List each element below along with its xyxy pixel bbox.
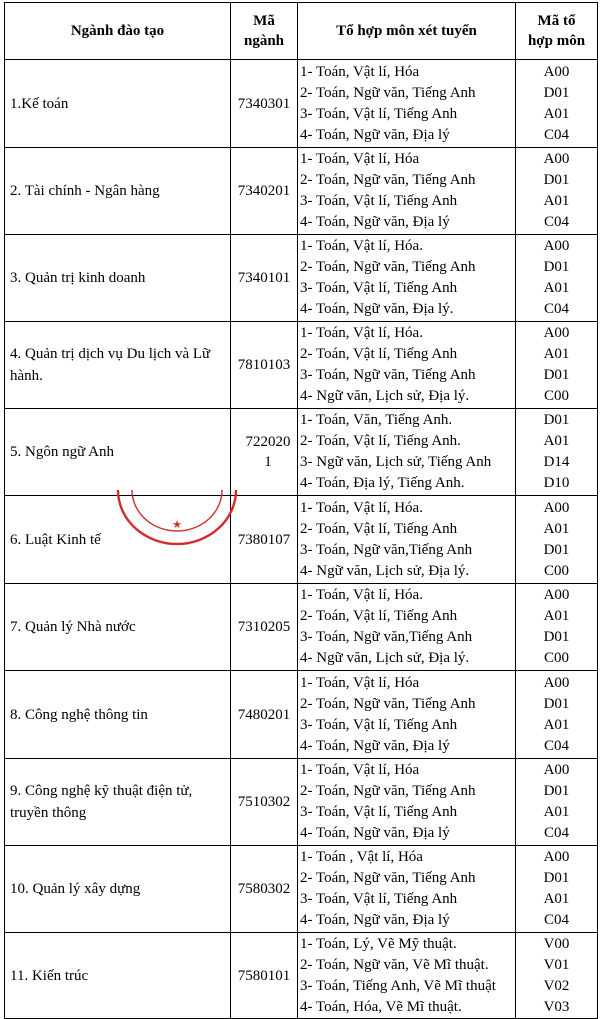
combo-code-item: V00 xyxy=(543,935,570,952)
combo-code-item: C00 xyxy=(543,388,569,404)
combination-item: 3- Toán, Vật lí, Tiếng Anh xyxy=(300,105,458,122)
combo-code-item: D10 xyxy=(543,475,570,491)
combo-code-item: D01 xyxy=(543,367,570,383)
combination-item: 2- Toán, Ngữ văn, Tiếng Anh xyxy=(300,259,476,275)
major-code-cell: 7310205 xyxy=(231,584,298,671)
combo-code-item: V02 xyxy=(543,977,570,994)
combination-item: 3- Toán, Ngữ văn,Tiếng Anh xyxy=(300,629,473,645)
combo-code-item: A00 xyxy=(543,762,570,778)
combination-item: 1- Toán, Vật lí, Hóa xyxy=(300,63,420,80)
combination-item: 2- Toán, Ngữ văn, Vẽ Mĩ thuật. xyxy=(300,956,489,973)
combination-item: 4- Toán, Ngữ văn, Địa lý. xyxy=(300,301,454,317)
combination-item: 1- Toán , Vật lí, Hóa xyxy=(300,849,423,865)
combination-cell xyxy=(298,60,516,148)
combo-code-item: C00 xyxy=(543,650,569,666)
admissions-table xyxy=(4,2,598,1019)
header-combo-code-line1: Mã tổ xyxy=(537,13,576,29)
combo-code-item: C04 xyxy=(543,737,569,754)
major-code-cell: 7220201 xyxy=(231,409,298,496)
combo-code-item: A01 xyxy=(543,520,570,537)
combo-code-item: D14 xyxy=(543,454,570,470)
major-name-cell: 3. Quản trị kinh doanh xyxy=(5,235,231,322)
combination-item: 4- Toán, Ngữ văn, Địa lý xyxy=(300,214,450,230)
combo-code-item: D01 xyxy=(543,541,570,558)
combination-item: 3- Toán, Vật lí, Tiếng Anh xyxy=(300,716,458,733)
combo-code-item: C04 xyxy=(543,126,569,143)
header-major-code xyxy=(231,3,298,60)
major-code-cell: 7380107 xyxy=(231,496,298,584)
combo-code-item: D01 xyxy=(543,629,570,645)
combo-code-cell xyxy=(516,409,598,496)
combination-cell xyxy=(298,409,516,496)
combination-item: 4- Ngữ văn, Lịch sử, Địa lý. xyxy=(300,650,470,666)
header-combo-code-line2: hợp môn xyxy=(527,33,586,49)
combination-item: 1- Toán, Vật lí, Hóa. xyxy=(300,587,423,603)
combination-item: 1- Toán, Lý, Vẽ Mỹ thuật. xyxy=(300,935,457,952)
combo-code-item: C04 xyxy=(543,301,569,317)
combination-item: 2- Toán, Ngữ văn, Tiếng Anh xyxy=(300,172,476,188)
combo-code-item: A01 xyxy=(543,193,570,209)
major-code-cell: 7810103 xyxy=(231,322,298,409)
major-code-cell: 7510302 xyxy=(231,759,298,846)
combination-item: 3- Toán, Tiếng Anh, Vẽ Mĩ thuật xyxy=(300,977,496,994)
combination-cell xyxy=(298,671,516,759)
major-name-cell: 9. Công nghệ kỹ thuật điện tử, truyền thông xyxy=(5,759,231,846)
table-row xyxy=(5,60,598,148)
combo-code-cell xyxy=(516,671,598,759)
combination-item: 2- Toán, Ngữ văn, Tiếng Anh xyxy=(300,870,476,886)
major-code-cell: 7340201 xyxy=(231,148,298,235)
combo-code-cell xyxy=(516,846,598,933)
combo-code-item: D01 xyxy=(543,695,570,712)
combo-code-item: A01 xyxy=(543,608,570,624)
major-code-cell: 7480201 xyxy=(231,671,298,759)
header-major: Ngành đào tạo xyxy=(5,3,231,60)
combination-item: 1- Toán, Văn, Tiếng Anh. xyxy=(300,412,453,428)
table-row xyxy=(5,496,598,584)
header-combination: Tổ hợp môn xét tuyển xyxy=(298,3,516,60)
combo-code-item: C04 xyxy=(543,825,569,841)
combination-item: 2- Toán, Ngữ văn, Tiếng Anh xyxy=(300,84,476,101)
combination-item: 4- Toán, Địa lý, Tiếng Anh. xyxy=(300,475,465,491)
major-name-cell: 11. Kiến trúc xyxy=(5,933,231,1019)
combination-item: 3- Toán, Vật lí, Tiếng Anh xyxy=(300,193,458,209)
combo-code-item: C04 xyxy=(543,912,569,928)
major-name-cell: 6. Luật Kinh tế xyxy=(5,496,231,584)
table-row xyxy=(5,148,598,235)
combination-item: 2- Toán, Vật lí, Tiếng Anh xyxy=(300,346,458,362)
combination-item: 4- Toán, Ngữ văn, Địa lý xyxy=(300,737,450,754)
combination-item: 3- Toán, Vật lí, Tiếng Anh xyxy=(300,804,458,820)
combo-code-cell xyxy=(516,148,598,235)
combination-item: 2- Toán, Ngữ văn, Tiếng Anh xyxy=(300,695,476,712)
table-row xyxy=(5,671,598,759)
combo-code-item: V03 xyxy=(543,998,570,1015)
major-name-cell: 7. Quản lý Nhà nước xyxy=(5,584,231,671)
combination-cell xyxy=(298,235,516,322)
major-code-cell: 7580101 xyxy=(231,933,298,1019)
combo-code-item: A01 xyxy=(543,891,570,907)
table-row xyxy=(5,235,598,322)
combo-code-item: A01 xyxy=(543,280,570,296)
header-major-code-line2: ngành xyxy=(243,33,285,49)
major-name-cell: 8. Công nghệ thông tin xyxy=(5,671,231,759)
combo-code-cell xyxy=(516,584,598,671)
combination-item: 1- Toán, Vật lí, Hóa xyxy=(300,762,420,778)
combination-item: 1- Toán, Vật lí, Hóa. xyxy=(300,238,423,254)
combination-item: 1- Toán, Vật lí, Hóa xyxy=(300,151,420,167)
major-name-cell: 10. Quản lý xây dựng xyxy=(5,846,231,933)
combination-cell xyxy=(298,846,516,933)
combo-code-item: A01 xyxy=(543,346,570,362)
combo-code-item: A00 xyxy=(543,238,570,254)
combination-item: 2- Toán, Vật lí, Tiếng Anh xyxy=(300,520,458,537)
combo-code-item: V01 xyxy=(543,956,570,973)
combo-code-item: C00 xyxy=(543,562,569,579)
combination-item: 3- Toán, Vật lí, Tiếng Anh xyxy=(300,280,458,296)
combination-item: 1- Toán, Vật lí, Hóa xyxy=(300,674,420,691)
table-row xyxy=(5,409,598,496)
combination-cell xyxy=(298,759,516,846)
table-row xyxy=(5,846,598,933)
combo-code-cell xyxy=(516,496,598,584)
combination-item: 3- Toán, Ngữ văn, Tiếng Anh xyxy=(300,367,476,383)
header-combo-code xyxy=(516,3,598,60)
combo-code-item: A01 xyxy=(543,433,570,449)
combination-cell xyxy=(298,496,516,584)
combo-code-cell xyxy=(516,60,598,148)
combination-item: 4- Toán, Ngữ văn, Địa lý xyxy=(300,912,450,928)
combo-code-item: D01 xyxy=(543,870,570,886)
combination-cell xyxy=(298,584,516,671)
major-code-cell: 7340101 xyxy=(231,235,298,322)
combination-item: 4- Toán, Ngữ văn, Địa lý xyxy=(300,126,450,143)
combination-item: 2- Toán, Ngữ văn, Tiếng Anh xyxy=(300,783,476,799)
combo-code-item: D01 xyxy=(543,84,570,101)
combination-item: 4- Toán, Hóa, Vẽ Mĩ thuật. xyxy=(300,998,462,1015)
table-row xyxy=(5,322,598,409)
header-row xyxy=(5,3,598,60)
combination-item: 1- Toán, Vật lí, Hóa. xyxy=(300,325,423,341)
combination-item: 2- Toán, Vật lí, Tiếng Anh. xyxy=(300,433,461,449)
combination-item: 3- Ngữ văn, Lịch sử, Tiếng Anh xyxy=(300,454,492,470)
combo-code-item: A00 xyxy=(543,63,570,80)
combo-code-item: D01 xyxy=(543,259,570,275)
header-major-code-line1: Mã xyxy=(253,13,275,29)
combo-code-item: A00 xyxy=(543,587,570,603)
combination-item: 4- Ngữ văn, Lịch sử, Địa lý. xyxy=(300,562,470,579)
combination-cell xyxy=(298,322,516,409)
combo-code-item: A00 xyxy=(543,151,570,167)
combo-code-cell xyxy=(516,933,598,1019)
major-name-cell: 4. Quản trị dịch vụ Du lịch và Lữ hành. xyxy=(5,322,231,409)
combo-code-item: A01 xyxy=(543,716,570,733)
major-name-cell: 2. Tài chính - Ngân hàng xyxy=(5,148,231,235)
combo-code-item: A00 xyxy=(543,849,570,865)
seal-star: ★ xyxy=(172,518,182,531)
combination-item: 3- Toán, Ngữ văn,Tiếng Anh xyxy=(300,541,473,558)
combo-code-item: D01 xyxy=(543,783,570,799)
combination-item: 1- Toán, Vật lí, Hóa. xyxy=(300,499,423,516)
combo-code-cell xyxy=(516,759,598,846)
combination-item: 2- Toán, Vật lí, Tiếng Anh xyxy=(300,608,458,624)
table-row xyxy=(5,584,598,671)
combo-code-item: C04 xyxy=(543,214,569,230)
combo-code-item: A00 xyxy=(543,674,570,691)
combination-cell xyxy=(298,933,516,1019)
table-row xyxy=(5,759,598,846)
combo-code-cell xyxy=(516,235,598,322)
table-row xyxy=(5,933,598,1019)
combo-code-item: A00 xyxy=(543,325,570,341)
combo-code-item: A00 xyxy=(543,499,570,516)
major-name-cell: 1.Kế toán xyxy=(5,60,231,148)
major-code-cell: 7340301 xyxy=(231,60,298,148)
combination-cell xyxy=(298,148,516,235)
combo-code-item: D01 xyxy=(543,172,570,188)
combination-item: 4- Toán, Ngữ văn, Địa lý xyxy=(300,825,450,841)
combo-code-item: A01 xyxy=(543,105,570,122)
major-code-cell: 7580302 xyxy=(231,846,298,933)
combination-item: 3- Toán, Vật lí, Tiếng Anh xyxy=(300,891,458,907)
combo-code-item: D01 xyxy=(543,412,570,428)
major-name-cell: 5. Ngôn ngữ Anh xyxy=(5,409,231,496)
combo-code-item: A01 xyxy=(543,804,570,820)
combo-code-cell xyxy=(516,322,598,409)
combination-item: 4- Ngữ văn, Lịch sử, Địa lý. xyxy=(300,388,470,404)
